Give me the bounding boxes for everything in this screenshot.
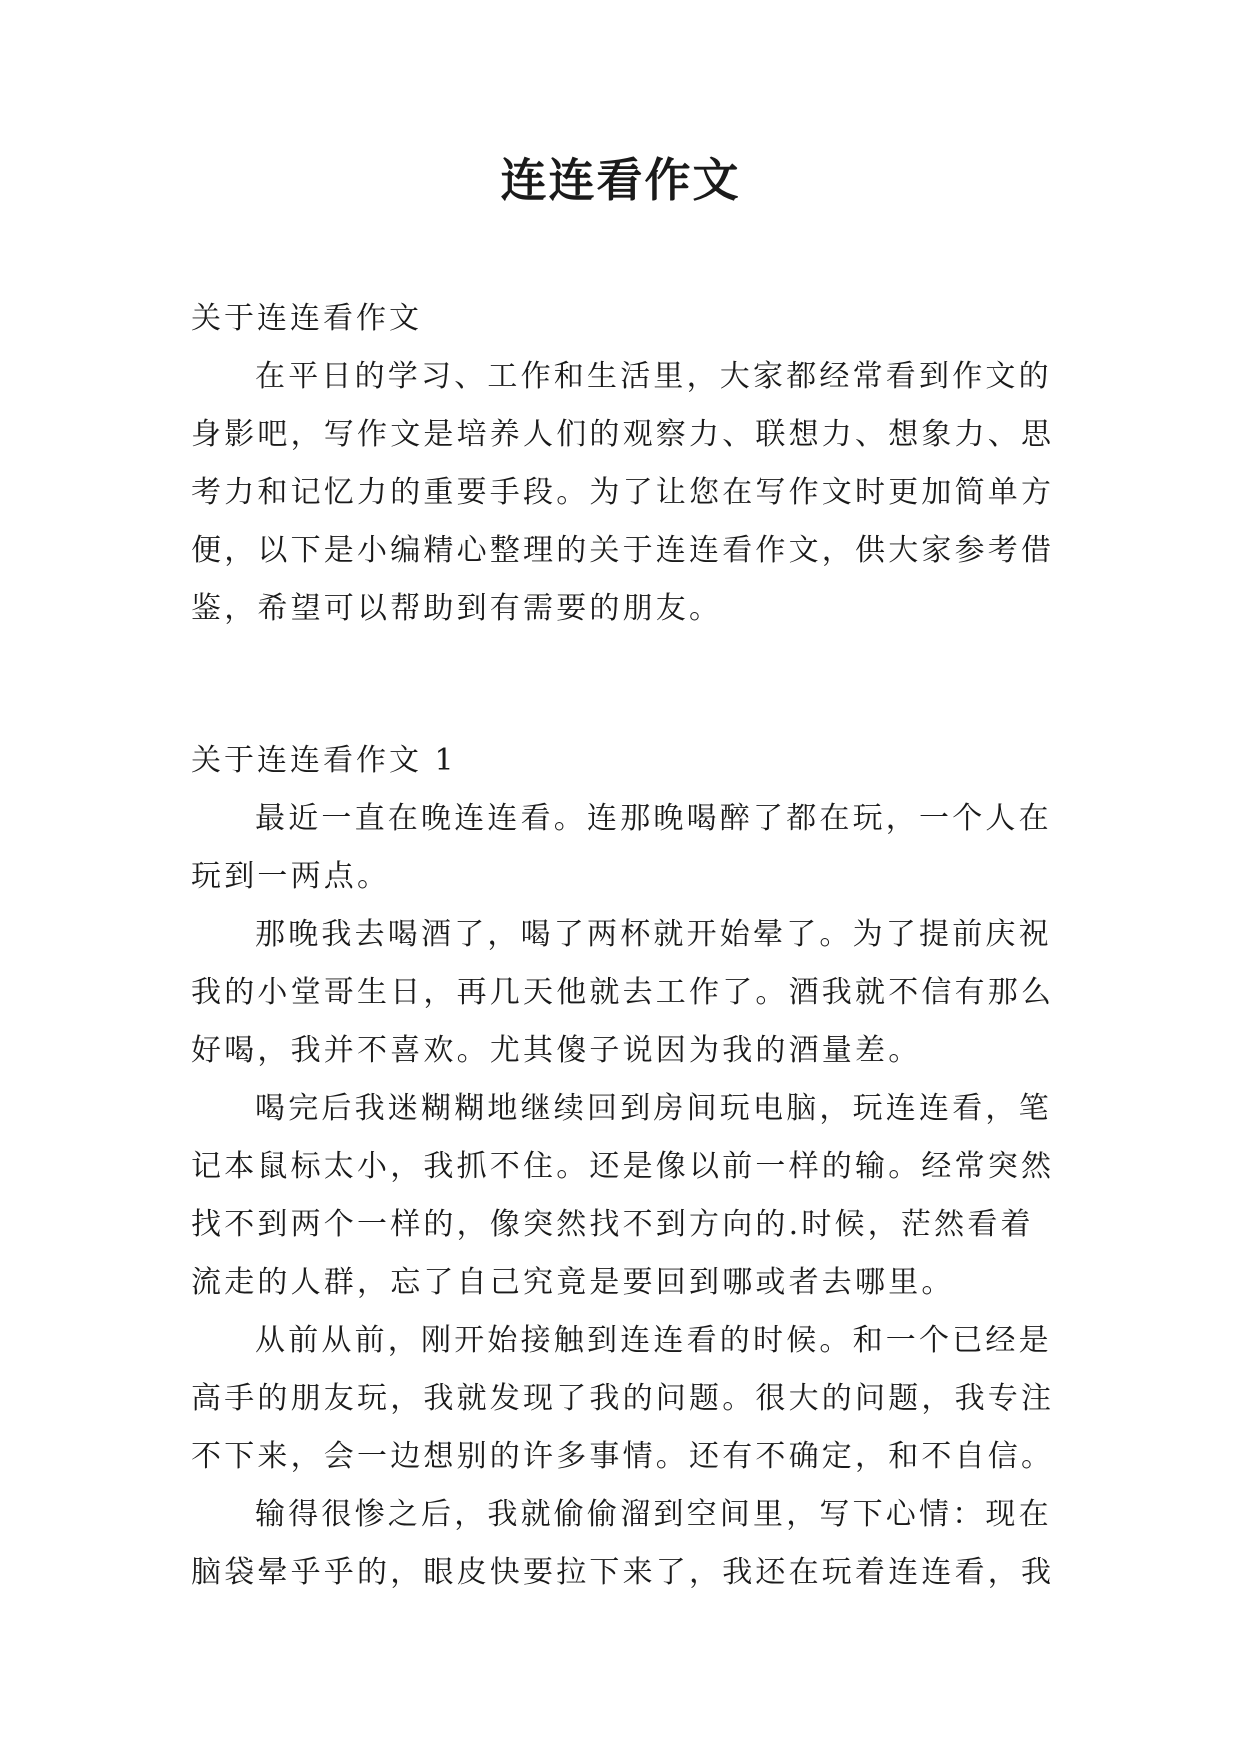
section1-line: 脑袋晕乎乎的，眼皮快要拉下来了，我还在玩着连连看，我 — [191, 1555, 1055, 1590]
intro-line: 鉴，希望可以帮助到有需要的朋友。 — [191, 591, 723, 626]
section1-line: 高手的朋友玩，我就发现了我的问题。很大的问题，我专注 — [191, 1381, 1055, 1416]
intro-line: 便，以下是小编精心整理的关于连连看作文，供大家参考借 — [191, 533, 1055, 568]
document-body — [191, 290, 1055, 1602]
document-title: 连连看作文 — [500, 153, 741, 207]
section1-line: 记本鼠标太小，我抓不住。还是像以前一样的输。经常突然 — [191, 1149, 1055, 1184]
section1-heading: 关于连连看作文 1 — [191, 743, 457, 778]
intro-line: 身影吧，写作文是培养人们的观察力、联想力、想象力、思 — [191, 417, 1055, 452]
section1-line: 从前从前，刚开始接触到连连看的时候。和一个已经是 — [255, 1323, 1052, 1358]
section1-line: 流走的人群，忘了自己究竟是要回到哪或者去哪里。 — [191, 1265, 955, 1300]
section1-line: 喝完后我迷糊糊地继续回到房间玩电脑，玩连连看，笔 — [255, 1091, 1052, 1126]
section1-line: 最近一直在晚连连看。连那晚喝醉了都在玩，一个人在 — [255, 801, 1052, 836]
section1-line: 输得很惨之后，我就偷偷溜到空间里，写下心情：现在 — [255, 1497, 1052, 1532]
section1-line: 我的小堂哥生日，再几天他就去工作了。酒我就不信有那么 — [191, 975, 1055, 1010]
section1-line: 找不到两个一样的，像突然找不到方向的.时候，茫然看着 — [191, 1207, 1034, 1242]
section-spacer — [191, 638, 1051, 732]
intro-line: 考力和记忆力的重要手段。为了让您在写作文时更加简单方 — [191, 475, 1055, 510]
section1-line: 那晚我去喝酒了，喝了两杯就开始晕了。为了提前庆祝 — [255, 917, 1052, 952]
section1-line: 玩到一两点。 — [191, 859, 391, 894]
section1-line: 好喝，我并不喜欢。尤其傻子说因为我的酒量差。 — [191, 1033, 922, 1068]
intro-heading: 关于连连看作文 — [191, 301, 422, 336]
section1-line: 不下来，会一边想别的许多事情。还有不确定，和不自信。 — [191, 1439, 1055, 1474]
intro-line: 在平日的学习、工作和生活里，大家都经常看到作文的 — [255, 359, 1052, 394]
